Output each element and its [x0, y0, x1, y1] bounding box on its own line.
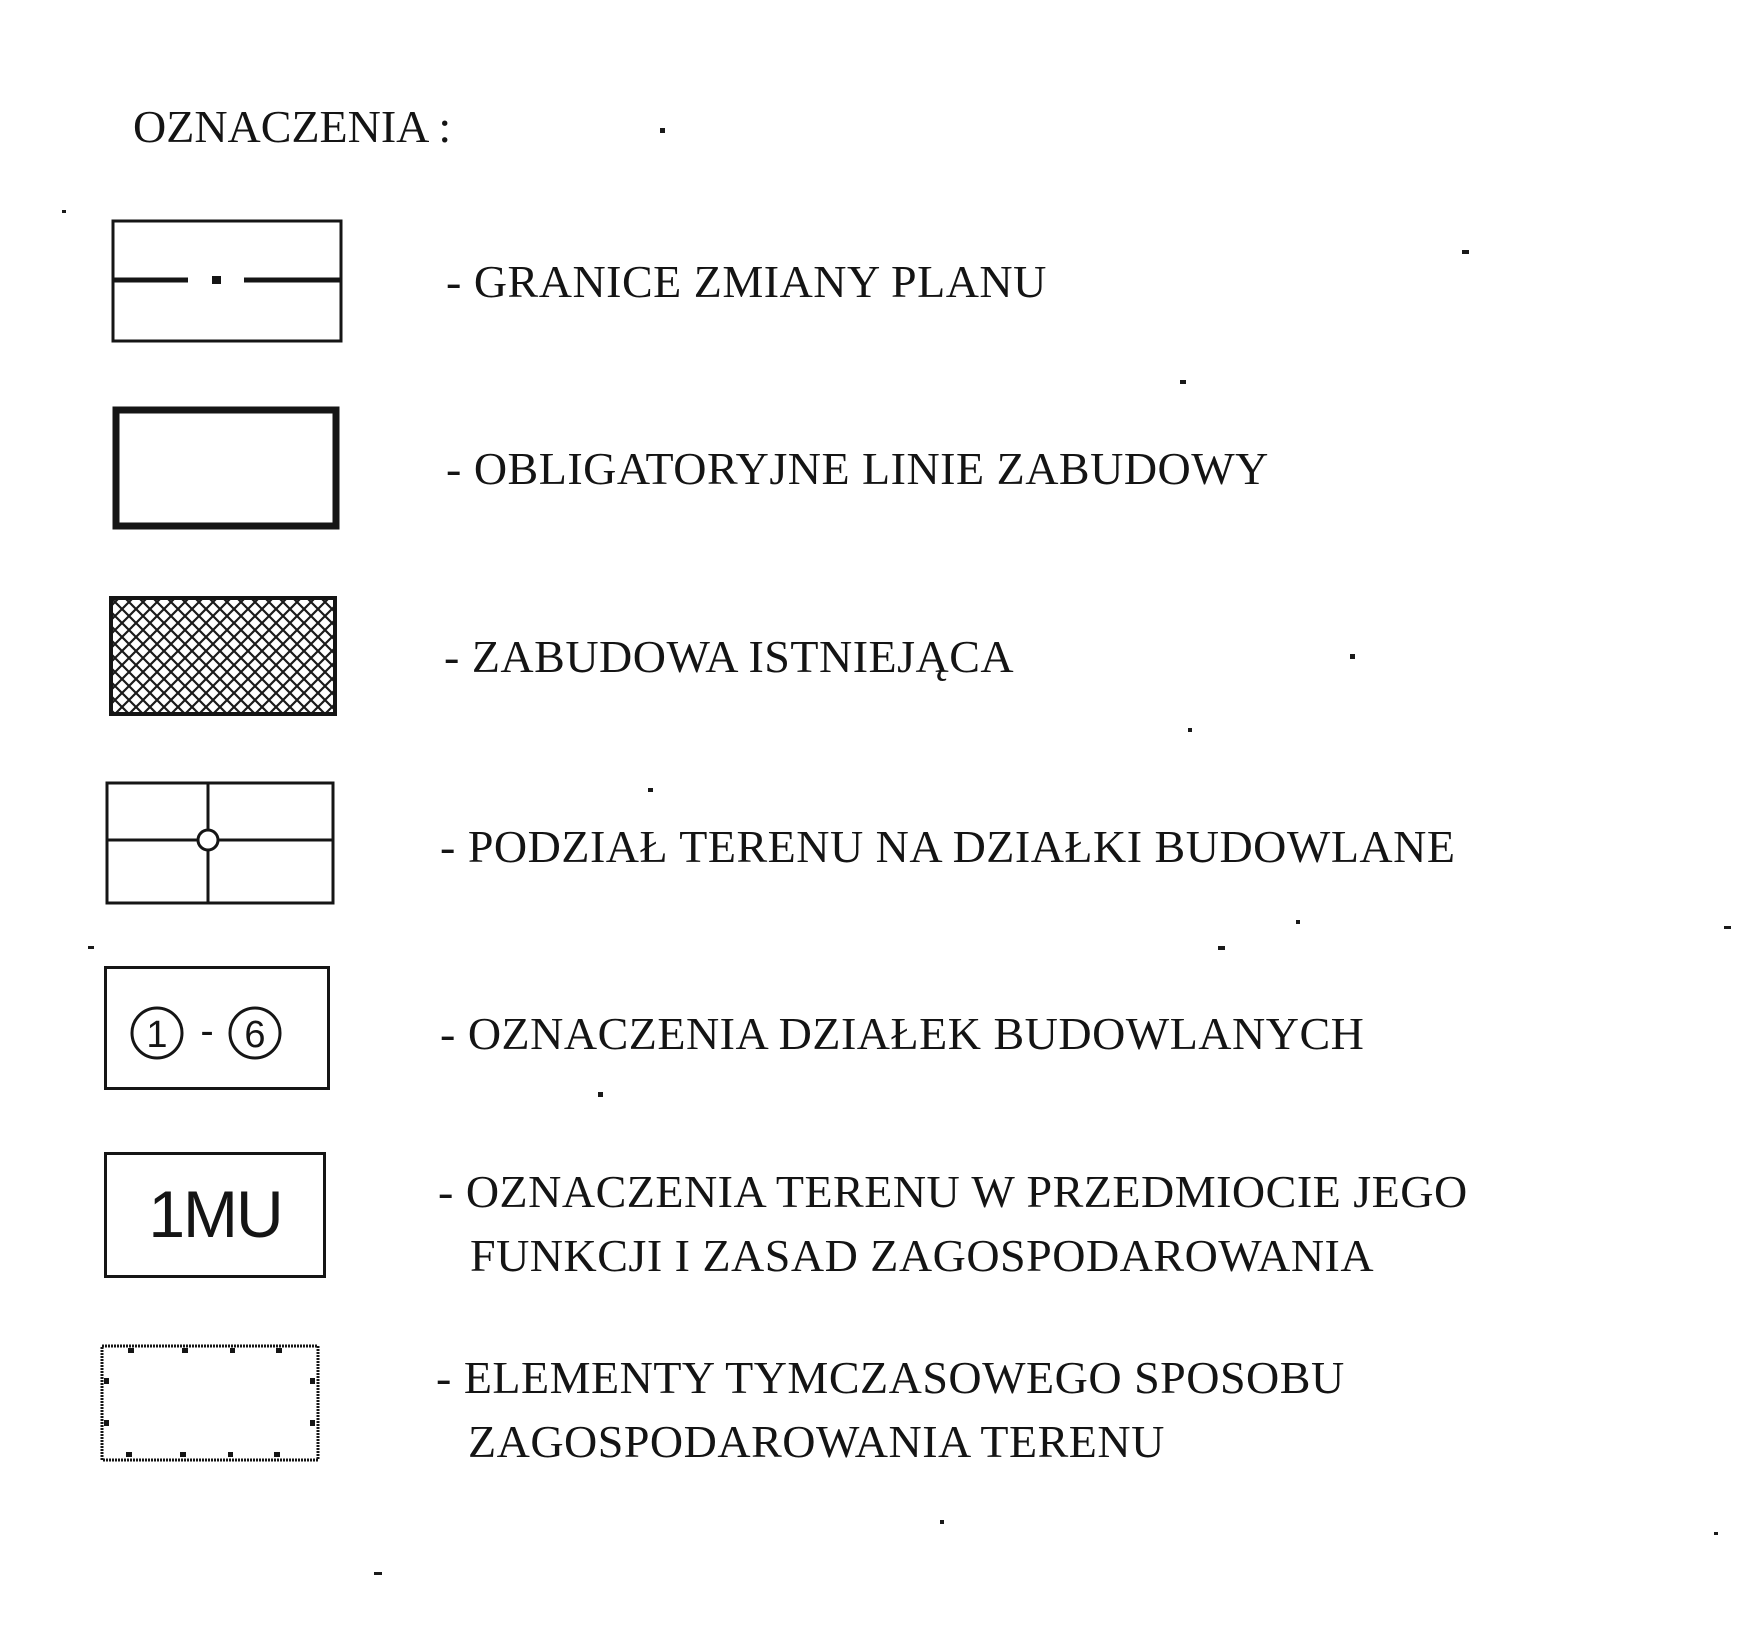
- plot-markings-symbol: [104, 966, 330, 1090]
- plot-number-last: 6: [244, 1014, 266, 1056]
- scan-speck: [1296, 920, 1300, 924]
- legend-title: OZNACZENIA :: [133, 101, 452, 152]
- plot-division-symbol: [104, 780, 338, 908]
- legend-item-plot-markings: - OZNACZENIA DZIAŁEK BUDOWLANYCH: [440, 1008, 1365, 1059]
- scan-speck: [940, 1520, 944, 1524]
- scan-speck: [598, 1092, 603, 1097]
- legend-item-existing-buildings: - ZABUDOWA ISTNIEJĄCA: [444, 631, 1015, 682]
- obligatory-building-lines-symbol: [112, 406, 342, 532]
- scan-speck: [374, 1572, 382, 1575]
- legend-item-plan-change-boundary: - GRANICE ZMIANY PLANU: [446, 256, 1047, 307]
- plan-change-boundary-symbol: [110, 218, 346, 346]
- scan-speck: [1350, 654, 1355, 659]
- scan-speck: [1714, 1532, 1718, 1535]
- land-function-markings-symbol: [104, 1152, 326, 1278]
- scan-speck: [1462, 250, 1469, 254]
- scan-speck: [648, 788, 653, 792]
- legend-item-plot-division: - PODZIAŁ TERENU NA DZIAŁKI BUDOWLANE: [440, 821, 1456, 872]
- legend-item-temporary-land-use: - ELEMENTY TYMCZASOWEGO SPOSOBU ZAGOSPODAROWANIA TERENU: [436, 1352, 1345, 1467]
- plot-number-markers: [107, 969, 327, 1087]
- scan-speck: [1188, 728, 1192, 732]
- scan-speck: [62, 210, 66, 213]
- scan-speck: [1218, 946, 1225, 950]
- legend-item-land-function-markings: - OZNACZENIA TERENU W PRZEDMIOCIE JEGO FUNKCJI I ZASAD ZAGOSPODAROWANIA: [438, 1166, 1468, 1281]
- scan-speck: [660, 128, 665, 133]
- land-function-code: 1MU: [148, 1177, 282, 1251]
- scan-speck: [88, 946, 94, 949]
- plot-number-first: 1: [146, 1014, 168, 1056]
- existing-buildings-symbol: [108, 595, 340, 719]
- legend-item-obligatory-building-lines: - OBLIGATORYJNE LINIE ZABUDOWY: [446, 443, 1269, 494]
- plot-number-dash: -: [200, 1009, 214, 1053]
- temporary-land-use-symbol: [98, 1342, 324, 1468]
- scan-speck: [1724, 926, 1731, 929]
- scan-speck: [1180, 380, 1186, 384]
